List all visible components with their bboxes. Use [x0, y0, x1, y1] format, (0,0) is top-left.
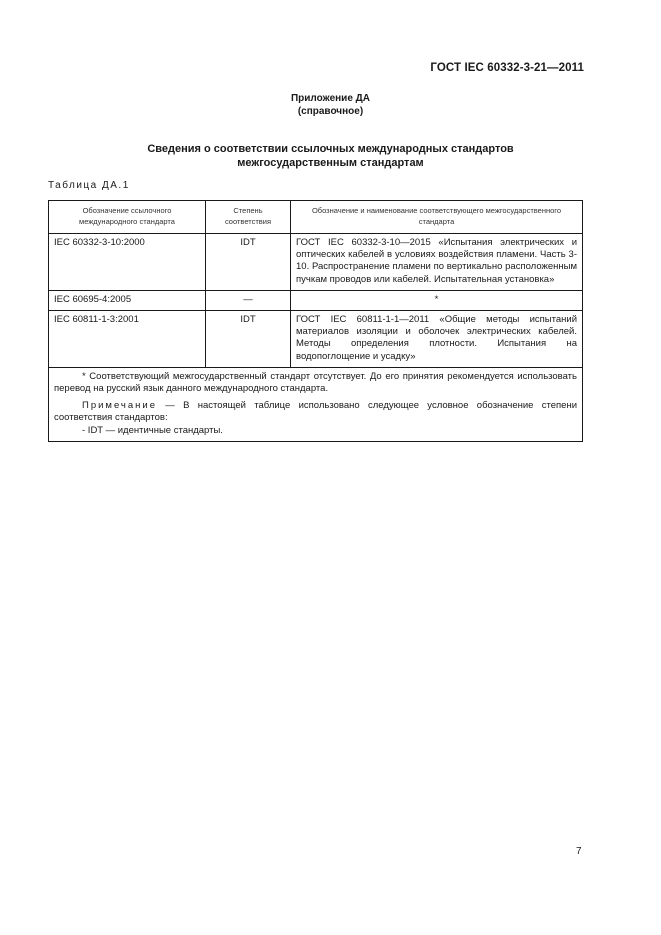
table-notes-cell	[49, 367, 583, 441]
section-title-line-2: межгосударственным стандартам	[237, 157, 424, 169]
note-list-item: - IDT — идентичные стандарты.	[82, 424, 223, 436]
national-standard-cell: ГОСТ IEC 60332-3-10—2015 «Испытания электрических и оптических кабелей в условиях воздействия пламени. Часть 3-10. Распространение пламени по вертикально расположенным пучкам проводов или кабелей. Испытательная установка»	[291, 234, 583, 291]
column-header-national-standard: Обозначение и наименование соответствующего межгосударственного стандарта	[291, 201, 583, 234]
column-header-reference: Обозначение ссылочного международного стандарта	[49, 201, 206, 234]
appendix-kind: (справочное)	[297, 106, 364, 117]
reference-standard-cell: IEC 60811-1-3:2001	[49, 311, 206, 368]
note-label: Примечание	[82, 400, 157, 412]
page-number: 7	[576, 846, 582, 857]
degree-cell: —	[206, 290, 291, 310]
column-header-degree: Степень соответствия	[206, 201, 291, 234]
reference-standard-cell: IEC 60332-3-10:2000	[49, 234, 206, 291]
section-title	[0, 142, 661, 170]
table-note	[54, 400, 577, 424]
table-footnote: * Соответствующий межгосударственный стандарт отсутствует. До его принятия рекомендуется использовать перевод на русский язык данного международного стандарта.	[54, 370, 577, 395]
appendix-heading	[0, 92, 661, 118]
reference-standard-cell: IEC 60695-4:2005	[49, 290, 206, 310]
appendix-name: Приложение ДА	[290, 93, 371, 104]
national-standard-cell: *	[291, 290, 583, 310]
note-text: — В настоящей таблице использовано следующее условное обозначение степени соответствия стандартов:	[54, 400, 577, 424]
table-notes-row	[49, 367, 583, 441]
correspondence-table	[48, 200, 583, 442]
degree-cell: IDT	[206, 311, 291, 368]
table-row	[49, 234, 583, 291]
table-header-row	[49, 201, 583, 234]
table-label: Таблица ДА.1	[48, 180, 130, 191]
degree-cell: IDT	[206, 234, 291, 291]
national-standard-cell: ГОСТ IEC 60811-1-1—2011 «Общие методы испытаний материалов изоляции и оболочек электрических кабелей. Методы определения плотности. Испытания на водопоглощение и усадку»	[291, 311, 583, 368]
document-standard-id: ГОСТ IEC 60332-3-21—2011	[430, 62, 584, 74]
section-title-line-1: Сведения о соответствии ссылочных международных стандартов	[147, 143, 514, 155]
table-row	[49, 290, 583, 310]
table-row	[49, 311, 583, 368]
